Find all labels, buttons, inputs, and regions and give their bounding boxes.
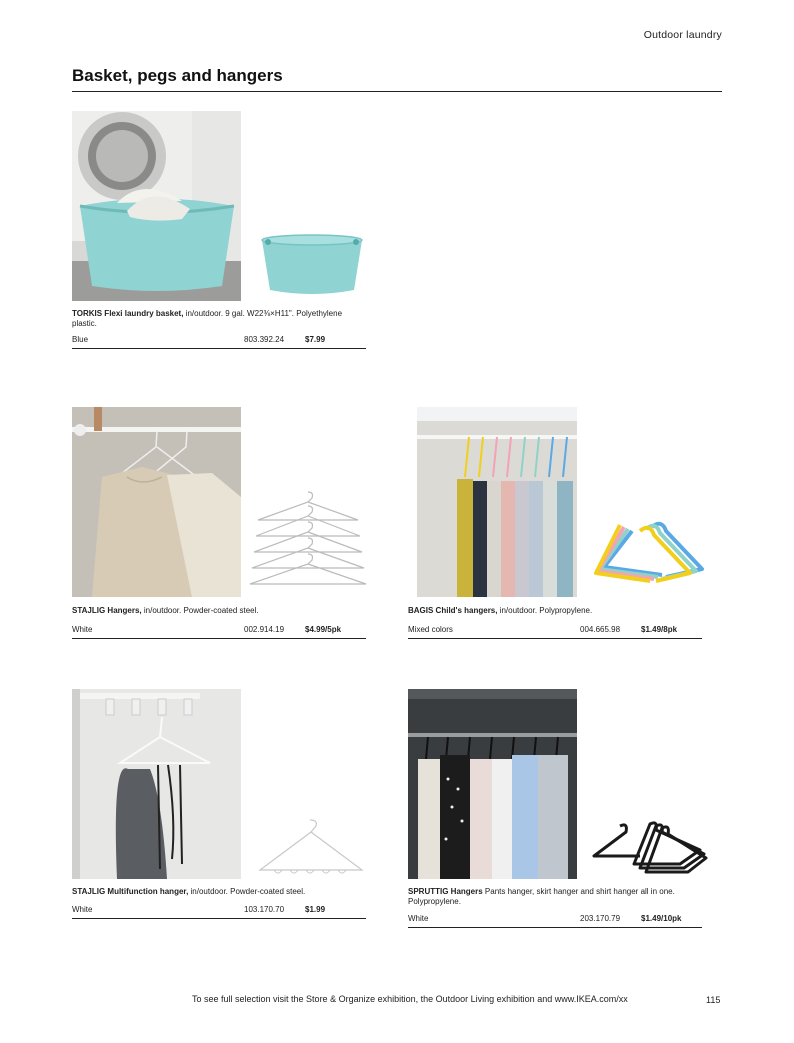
page-number: 115 <box>706 995 721 1005</box>
torkis-price: $7.99 <box>305 335 326 344</box>
spruttig-lifestyle-photo <box>408 689 577 879</box>
bagis-info-row <box>408 624 702 639</box>
spruttig-details: Pants hanger, skirt hanger and shirt hanger all in one. Polypropylene. <box>408 887 675 906</box>
stajlig-multifunction-details: in/outdoor. Powder-coated steel. <box>188 887 306 896</box>
stajlig-product-image <box>248 486 368 596</box>
stajlig-price: $4.99/5pk <box>305 625 342 634</box>
spruttig-name: SPRUTTIG Hangers <box>408 887 483 896</box>
spruttig-color: White <box>408 914 429 923</box>
stajlig-lifestyle-photo <box>72 407 241 597</box>
stajlig-multifunction-name: STAJLIG Multifunction hanger, <box>72 887 189 896</box>
stajlig-multifunction-price: $1.99 <box>305 905 326 914</box>
stajlig-multifunction-article-number: 103.170.70 <box>244 905 285 914</box>
bagis-price: $1.49/8pk <box>641 625 678 634</box>
torkis-article-number: 803.392.24 <box>244 335 285 344</box>
torkis-name: TORKIS Flexi laundry basket, <box>72 309 184 318</box>
bagis-color: Mixed colors <box>408 625 453 634</box>
stajlig-description <box>72 606 366 616</box>
bagis-product-image <box>592 517 706 587</box>
bagis-name: BAGIS Child's hangers, <box>408 606 498 615</box>
bagis-lifestyle-photo <box>417 407 577 597</box>
torkis-details: in/outdoor. 9 gal. W22⅜×H11". Polyethylene plastic. <box>72 309 343 328</box>
spruttig-product-image <box>590 820 708 878</box>
torkis-description <box>72 309 366 329</box>
torkis-info-row <box>72 334 366 349</box>
bagis-description <box>408 606 702 616</box>
torkis-lifestyle-photo <box>72 111 241 301</box>
stajlig-color: White <box>72 625 93 634</box>
stajlig-multifunction-color: White <box>72 905 93 914</box>
spruttig-price: $1.49/10pk <box>641 914 682 923</box>
stajlig-multifunction-info-row <box>72 904 366 919</box>
stajlig-article-number: 002.914.19 <box>244 625 285 634</box>
stajlig-info-row <box>72 624 366 639</box>
bagis-details: in/outdoor. Polypropylene. <box>497 606 593 615</box>
title-divider <box>72 91 722 92</box>
stajlig-multifunction-description <box>72 887 366 897</box>
stajlig-name: STAJLIG Hangers, <box>72 606 142 615</box>
spruttig-description <box>408 887 702 907</box>
section-label: Outdoor laundry <box>643 29 722 41</box>
footer-note: To see full selection visit the Store & Organize exhibition, the Outdoor Living exhibition and www.IKEA.com/xx <box>192 994 628 1004</box>
page-title: Basket, pegs and hangers <box>72 66 283 85</box>
spruttig-info-row <box>408 913 702 928</box>
torkis-product-image <box>258 232 366 300</box>
stajlig-multifunction-product-image <box>256 816 366 880</box>
spruttig-article-number: 203.170.79 <box>580 914 621 923</box>
stajlig-details: in/outdoor. Powder-coated steel. <box>141 606 259 615</box>
bagis-article-number: 004.665.98 <box>580 625 621 634</box>
torkis-color: Blue <box>72 335 89 344</box>
stajlig-multifunction-lifestyle-photo <box>72 689 241 879</box>
